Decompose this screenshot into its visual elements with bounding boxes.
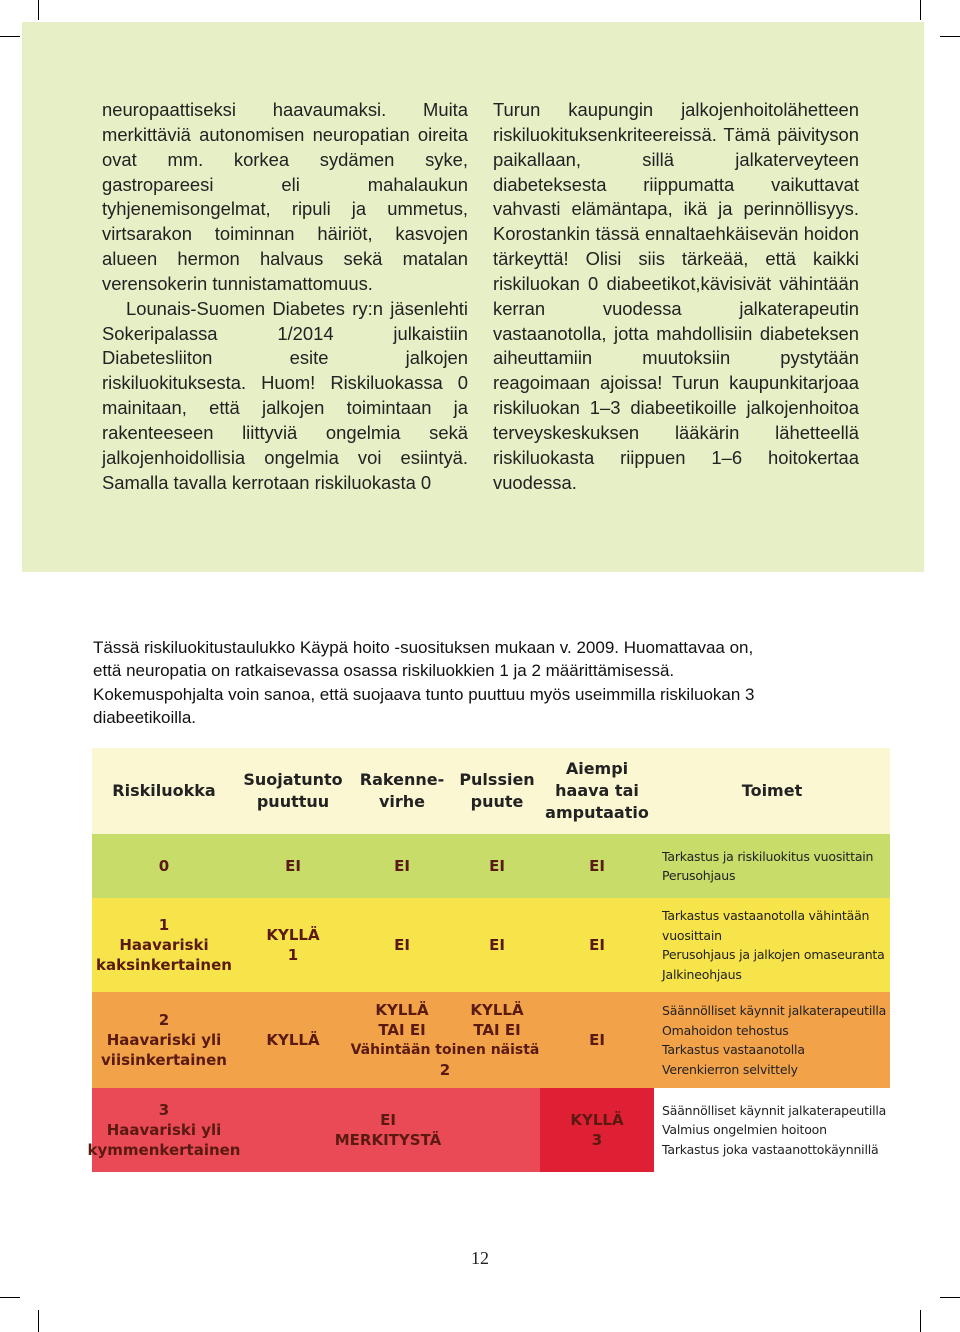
crop-mark (940, 1297, 960, 1298)
toimet-line: Tarkastus ja riskiluokitus vuosittain (662, 848, 874, 864)
toimet-line: Valmius ongelmien hoitoon (662, 1122, 827, 1138)
risk-class-label: kaksinkertainen (96, 956, 232, 974)
toimet-lines (662, 1101, 886, 1160)
cell-value: KYLLÄ (266, 1031, 320, 1049)
header-label: Suojatunto (243, 770, 343, 789)
rakenne-cell (350, 834, 454, 898)
header-label: virhe (378, 792, 426, 811)
cell-value: KYLLÄ (470, 1001, 524, 1019)
caption-line: diabeetikoilla. (93, 708, 197, 728)
cell-value: EI (285, 857, 301, 875)
cell-value: EI (589, 857, 605, 875)
crop-mark (0, 36, 20, 37)
aiempi-cell (540, 898, 654, 992)
aiempi-cell (540, 992, 654, 1088)
risk-class-label: viisinkertainen (101, 1051, 227, 1069)
header-label: haava tai (555, 781, 639, 800)
crop-mark (920, 0, 921, 20)
toimet-cell (654, 834, 890, 898)
header-toimet (654, 748, 890, 834)
risk-class-cell (92, 834, 236, 898)
caption-line: Kokemuspohjalta voin sanoa, että suojaava tunto puuttuu myös useimmilla riskiluokan 3 (93, 684, 755, 704)
header-label: puuttuu (256, 792, 330, 811)
toimet-lines (662, 906, 885, 984)
header-rakennevirhe (350, 748, 454, 834)
risk-class-cell (92, 898, 236, 992)
cell-value: EI (489, 936, 505, 954)
toimet-line: Verenkierron selvittely (662, 1061, 798, 1077)
cell-value: EI (589, 1031, 605, 1049)
cell-value: 1 (287, 946, 299, 964)
risk-class-label: 0 (158, 857, 170, 875)
combined-yes-no (350, 1000, 540, 1040)
risk-class-label: Haavariski yli (106, 1031, 222, 1049)
header-pulssien-puute (454, 748, 540, 834)
combined-note: Vähintään toinen näistä (350, 1042, 540, 1058)
header-suojatunto (236, 748, 350, 834)
cell-value: EI (394, 857, 410, 875)
risk-class-label: Haavariski yli (106, 1121, 222, 1139)
cell-value: KYLLÄ (266, 926, 320, 944)
crop-mark (38, 1310, 39, 1332)
page-number: 12 (471, 1248, 489, 1268)
table-caption (93, 636, 893, 730)
cell-value: KYLLÄ (570, 1111, 624, 1129)
cell-value: 3 (591, 1131, 603, 1149)
header-riskiluokka (92, 748, 236, 834)
header-label: Pulssien (459, 770, 535, 789)
left-paragraph-2: Lounais-Suomen Diabetes ry:n jäsenlehti Sokeripalassa 1/2014 julkaistiin Diabetesliiton esite jalkojen riskiluokituksesta. Huom! Riskiluokassa 0 mainitaan, että jalkojen toimintaan ja rakenteeseen liittyviä ongelmia sekä jalkojenhoidollisia ongelmia voi esiintyä. Samalla tavalla kerrotaan riskiluokasta 0 (102, 297, 468, 493)
toimet-line: Perusohjaus ja jalkojen omaseuranta (662, 947, 885, 962)
toimet-line: Tarkastus vastaanotolla vähintään (662, 908, 870, 923)
toimet-line: Tarkastus vastaanotolla (662, 1042, 805, 1057)
aiempi-cell (540, 834, 654, 898)
risk-class-cell (92, 992, 236, 1088)
pulssit-cell (454, 834, 540, 898)
cell-value: KYLLÄ (375, 1001, 429, 1019)
risk-class-label: kymmenkertainen (87, 1141, 241, 1159)
toimet-line: Jalkineohjaus (662, 966, 742, 982)
header-label: Riskiluokka (112, 781, 216, 800)
suojatunto-cell (236, 992, 350, 1088)
table-header-row (92, 748, 890, 834)
right-paragraph: Turun kaupungin jalkojenhoitolähetteen riskiluokituksenkriteereissä. Tämä päivityson paikallaan, sillä jalkaterveyteen diabeteksesta riippumatta vaikuttavat vahvasti elämäntapa, ikä ja perinnöllisyys. Korostankin tässä ennaltaehkäisevän hoidon tärkeyttä! Olisi siis tärkeää, että kaikki riskiluokan 0 diabeetikot,kävisivät vähintään kerran vuodessa jalkaterapeutin vastaanotolla, jotta mahdollisiin diabeteksen aiheuttamiin muutoksiin pystytään reagoimaan ajoissa! Turun kaupunkitarjoaa riskiluokan 1–3 diabeetikoille jalkojenhoitoa terveyskeskuksen lääkärin lähetteellä riskiluokasta riippuen 1–6 hoitokertaa vuodessa. (493, 99, 859, 493)
pulssit-cell (454, 898, 540, 992)
toimet-cell (654, 898, 890, 992)
header-label: Rakenne- (359, 770, 445, 789)
pulssit-value (454, 1000, 540, 1040)
toimet-line: Perusohjaus (662, 868, 736, 883)
risk-class-label: Haavariski (119, 936, 209, 954)
toimet-cell (654, 992, 890, 1088)
cell-value: EI (380, 1111, 396, 1129)
left-paragraph-1: neuropaattiseksi haavaumaksi. Muita merkittäviä autonomisen neuropatian oireita ovat mm. korkea sydämen syke, gastropareesi eli mahalaukun tyhjenemisongelmat, ripuli ja ummetus, virtsarakon toiminnan häiriöt, kasvojen alueen hermon halvaus sekä matalan verensokerin tunnistamattomuus. (102, 99, 468, 294)
risk-row-1 (92, 898, 890, 992)
crop-mark (940, 36, 960, 37)
cell-value: TAI EI (473, 1021, 521, 1039)
toimet-line: vuosittain (662, 927, 722, 943)
suojatunto-cell (236, 834, 350, 898)
header-label: Aiempi (565, 759, 629, 778)
toimet-cell (654, 1088, 890, 1172)
combined-number: 2 (439, 1061, 451, 1079)
toimet-line: Säännölliset käynnit jalkaterapeutilla (662, 1102, 887, 1118)
toimet-lines (662, 847, 873, 886)
suojatunto-cell (236, 898, 350, 992)
risk-row-0 (92, 834, 890, 898)
risk-class-cell (87, 1088, 241, 1172)
risk-class-label: 1 (158, 916, 170, 934)
header-label: amputaatio (545, 803, 649, 822)
header-label: Toimet (741, 781, 803, 800)
header-label: puute (470, 792, 524, 811)
toimet-line: Säännölliset käynnit jalkaterapeutilla (662, 1003, 887, 1018)
toimet-line: Tarkastus joka vastaanottokäynnillä (662, 1141, 879, 1157)
caption-line: Tässä riskiluokitustaulukko Käypä hoito -suosituksen mukaan v. 2009. Huomattavaa on, (93, 638, 754, 657)
crop-mark (0, 1297, 20, 1298)
left-text-column (102, 98, 468, 496)
crop-mark (38, 0, 39, 20)
cell-value: TAI EI (378, 1021, 426, 1039)
rakenne-pulssit-combined-cell (350, 992, 540, 1088)
risk-row-2 (92, 992, 890, 1088)
risk-class-label: 3 (158, 1101, 170, 1119)
cell-value: EI (489, 857, 505, 875)
cell-value: MERKITYSTÄ (334, 1131, 442, 1149)
rakenne-value (350, 1000, 454, 1040)
risk-row-3 (87, 1088, 890, 1172)
toimet-line: Omahoidon tehostus (662, 1022, 789, 1038)
header-aiempi-haava (540, 748, 654, 834)
ei-merkitysta-merged-cell (236, 1088, 540, 1172)
risk-classification-table (87, 748, 890, 1172)
cell-value: EI (394, 936, 410, 954)
crop-mark (920, 1310, 921, 1332)
cell-value: EI (589, 936, 605, 954)
aiempi-cell (540, 1088, 654, 1172)
toimet-lines (662, 1001, 886, 1079)
right-text-column (493, 98, 859, 496)
risk-class-label: 2 (158, 1011, 170, 1029)
caption-line: että neuropatia on ratkaisevassa osassa riskiluokkien 1 ja 2 määrittämisessä. (93, 661, 675, 681)
rakenne-cell (350, 898, 454, 992)
